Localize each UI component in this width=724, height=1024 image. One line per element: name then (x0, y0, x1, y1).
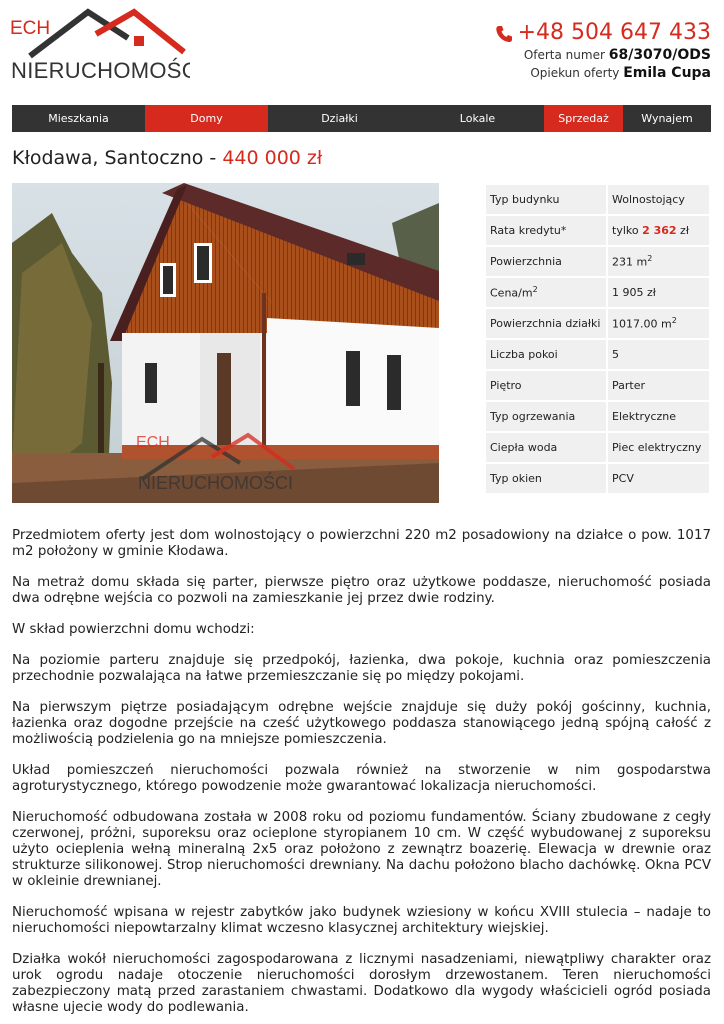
plot-area-value: 1017.00 m (612, 317, 672, 331)
watermark-ech: ECH (136, 434, 170, 451)
nav-item-mieszkania[interactable]: Mieszkania (48, 112, 109, 125)
detail-row (486, 216, 709, 245)
area-unit-sup: 2 (647, 254, 653, 264)
price-per-m2-label: Cena/m (490, 286, 533, 300)
detail-value: Piec elektryczny (608, 433, 709, 462)
description-paragraph: Przedmiotem oferty jest dom wolnostojący o powierzchni 220 m2 posadowiony na działce o pow. 1017 m2 położony w gminie Kłodawa. (12, 528, 711, 559)
plot-area-sup: 2 (671, 316, 677, 326)
company-logo[interactable] (10, 8, 190, 84)
nav-item-lokale[interactable]: Lokale (459, 112, 496, 125)
rata-prefix: tylko (612, 224, 639, 237)
detail-row (486, 309, 709, 338)
detail-label: Typ ogrzewania (486, 402, 608, 431)
agent-name: Emila Cupa (623, 65, 711, 81)
logo-brand-text: NIERUCHOMOŚCI (11, 58, 190, 83)
detail-row (486, 185, 709, 214)
description-paragraph: Układ pomieszczeń nieruchomości pozwala również na stworzenie w nim gospodarstwa agroturystycznego, którego powodzenie może gwarantować lokalizacja nieruchomości. (12, 763, 711, 794)
logo-ech-text: ECH (10, 18, 51, 39)
detail-value: Wolnostojący (608, 185, 709, 214)
watermark-brand: NIERUCHOMOŚCI (138, 473, 294, 493)
description-paragraph: W skład powierzchni domu wchodzi: (12, 622, 255, 637)
detail-row (486, 371, 709, 400)
detail-label: Liczba pokoi (486, 340, 608, 369)
rata-amount: 2 362 (642, 224, 677, 237)
area-value: 231 m (612, 255, 648, 269)
description-paragraph: Nieruchomość wpisana w rejestr zabytków jako budynek wziesiony w końcu XVIII stulecia – nadaje to nieruchomości niepowtarzalny klimat wczesno klasycznej architektury wiejskiej. (12, 905, 711, 936)
description-paragraph: Nieruchomość odbudowana została w 2008 roku od poziomu fundamentów. Ściany zbudowane z cegły czerwonej, prόżni, suporeksu oraz ocieplone styropianem 10 cm. W część wybudowanej z suporeksu użyto ocieplenia wełną mineralną 2x5 oraz położono z zewnątrz boazerię. Elewacja w drewnie oraz strukturze silikonowej. Strop nieruchomości drewniany. Na dachu położono blacho dachówkę. Okna PCV w okleinie drewnianej. (12, 810, 711, 889)
detail-row (486, 278, 709, 307)
offer-number-line (496, 46, 711, 64)
detail-value: 5 (608, 340, 709, 369)
description-paragraph: Na metraż domu składa się parter, pierwsze piętro oraz użytkowe poddasze, nieruchomość posiada dwa odrębne wejścia co pozwoli na zamieszkanie jej przez dwie rodziny. (12, 575, 711, 606)
detail-value: Parter (608, 371, 709, 400)
property-description (12, 528, 711, 1024)
detail-label (486, 278, 608, 307)
property-photo[interactable] (12, 183, 439, 503)
detail-row (486, 433, 709, 462)
detail-label: Piętro (486, 371, 608, 400)
description-paragraph: Działka wokół nieruchomości zagospodarowana z licznymi nasadzeniami, niewątpliwy charakter oraz urok ogrodu nadaje otoczenie nieruchomości dorosłym drzewostanem. Teren nieruchomości zabezpieczony matą przed zarastaniem chwastami. Dodatkowo dla wygody właścicieli ogród posiada własne ujecie wody do podlewania. (12, 952, 711, 1015)
nav-item-wynajem[interactable]: Wynajem (641, 112, 693, 125)
detail-row (486, 247, 709, 276)
main-nav (12, 105, 711, 132)
listing-location: Kłodawa, Santoczno (12, 147, 204, 169)
detail-label: Powierzchnia działki (486, 309, 608, 338)
phone-number: +48 504 647 433 (517, 20, 711, 45)
detail-value (608, 309, 709, 338)
nav-item-sprzedaz[interactable]: Sprzedaż (544, 105, 623, 132)
offer-label: Oferta numer (523, 48, 605, 62)
phone-icon (496, 24, 512, 42)
listing-price: 440 000 zł (222, 147, 323, 169)
property-details-table (486, 183, 709, 495)
detail-label: Typ budynku (486, 185, 608, 214)
agent-label: Opiekun oferty (530, 66, 620, 80)
detail-value: 1 905 zł (608, 278, 709, 307)
detail-label: Ciepła woda (486, 433, 608, 462)
description-paragraph: Na pierwszym piętrze posiadającym odrębne wejście znajduje się duży pokój gościnny, kuchnia, łazienka oraz dogodne przejście na cześć użytkowego poddasza stanowiącego jedną spójną całość z możliwością podzielenia go na mniejsze pomieszczenia. (12, 700, 711, 747)
rata-suffix: zł (680, 224, 689, 237)
description-paragraph: Na poziomie parteru znajduje się przedpokój, łazienka, dwa pokoje, kuchnia oraz pomieszczenia przechodnie pozwalająca na łatwe przemieszczanie się po między pokojami. (12, 653, 711, 684)
phone-link[interactable] (496, 20, 711, 46)
price-per-m2-sup: 2 (532, 285, 538, 295)
detail-label: Powierzchnia (486, 247, 608, 276)
offer-number: 68/3070/ODS (608, 47, 711, 63)
detail-row (486, 340, 709, 369)
detail-value: Elektryczne (608, 402, 709, 431)
nav-item-domy[interactable]: Domy (145, 105, 268, 132)
listing-title (12, 146, 322, 170)
detail-label: Rata kredytu* (486, 216, 608, 245)
detail-row (486, 464, 709, 493)
detail-value (608, 216, 709, 245)
detail-value (608, 247, 709, 276)
title-separator: - (209, 147, 217, 169)
detail-row (486, 402, 709, 431)
detail-value: PCV (608, 464, 709, 493)
contact-box (496, 20, 711, 82)
nav-item-dzialki[interactable]: Działki (321, 112, 358, 125)
detail-label: Typ okien (486, 464, 608, 493)
agent-line (496, 64, 711, 82)
